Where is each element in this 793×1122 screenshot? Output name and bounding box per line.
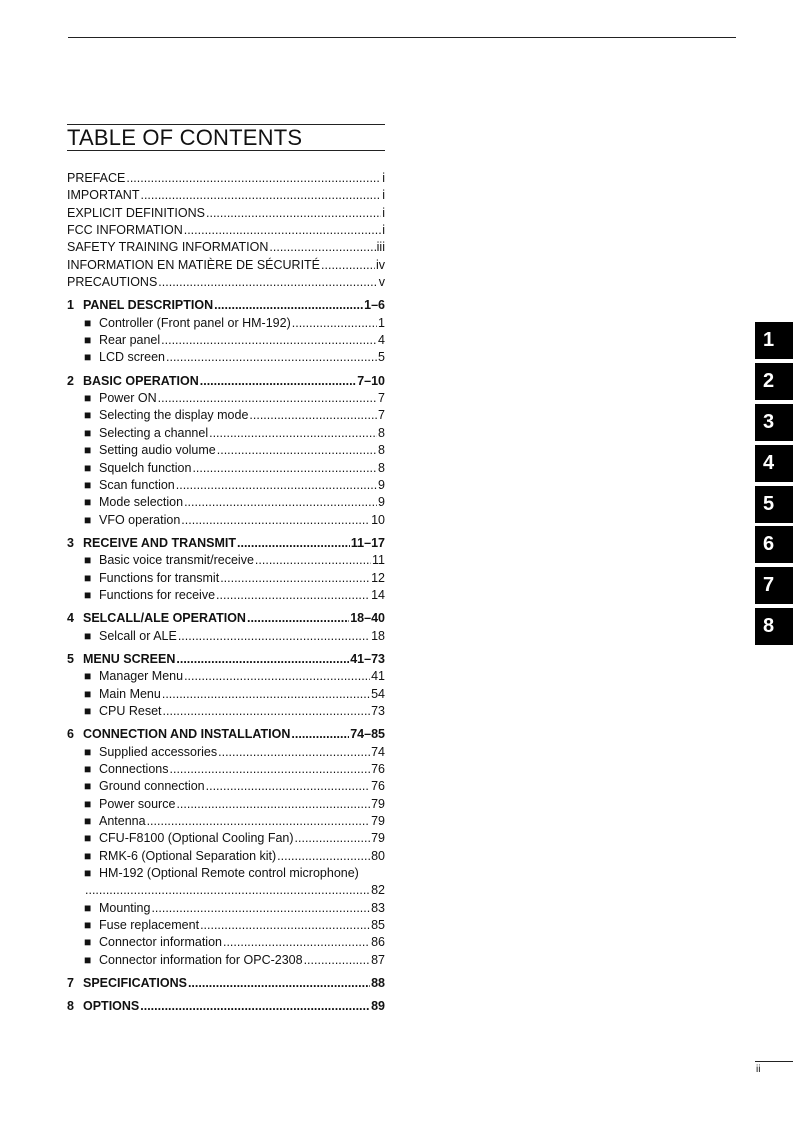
subentry-label: Connector information [99, 935, 222, 950]
subentry-page: 83 [371, 900, 385, 915]
subentry-page: 76 [371, 762, 385, 776]
subentry-label: Main Menu [99, 686, 161, 701]
subentry-page: 5 [378, 350, 385, 365]
subentry-page: 10 [371, 512, 385, 527]
leader-dots [209, 425, 377, 442]
square-bullet-icon: ■ [84, 315, 92, 330]
toc-subentry[interactable] [67, 407, 385, 424]
leader-dots [184, 668, 370, 685]
toc-entry[interactable] [67, 187, 385, 204]
toc-entry-page: i [382, 171, 385, 185]
section-title: SPECIFICATIONS [83, 976, 187, 991]
toc-section-8[interactable] [67, 998, 385, 1015]
square-bullet-icon: ■ [84, 495, 92, 510]
toc-section-2[interactable] [67, 373, 385, 390]
leader-dots [206, 205, 381, 222]
subentry-page: 82 [371, 883, 385, 898]
toc-subentry[interactable] [67, 628, 385, 645]
square-bullet-icon: ■ [84, 628, 92, 643]
square-bullet-icon: ■ [84, 570, 92, 585]
subentry-label: Basic voice transmit/receive [99, 553, 254, 568]
toc-subentry[interactable] [67, 570, 385, 587]
square-bullet-icon: ■ [84, 460, 92, 475]
subentry-page: 54 [371, 686, 385, 701]
subentry-page: 79 [371, 814, 385, 829]
subentry-page: 14 [371, 587, 385, 602]
subentry-label: Mode selection [99, 495, 184, 510]
subentry-page: 80 [371, 848, 385, 863]
square-bullet-icon: ■ [84, 796, 92, 811]
toc-subentry[interactable] [67, 848, 385, 865]
toc-title-box [67, 124, 385, 151]
toc-section-3[interactable] [67, 535, 385, 552]
subentry-label: Selcall or ALE [99, 628, 177, 643]
leader-dots [181, 512, 370, 529]
toc-subentry[interactable] [67, 830, 385, 847]
square-bullet-icon: ■ [84, 866, 92, 881]
section-title: CONNECTION AND INSTALLATION [83, 727, 291, 742]
subentry-page: 76 [371, 779, 385, 794]
toc-entry-label: SAFETY TRAINING INFORMATION [67, 240, 269, 255]
leader-dots [220, 570, 370, 587]
square-bullet-icon: ■ [84, 686, 92, 701]
leader-dots [237, 535, 350, 552]
toc-section-7[interactable] [67, 975, 385, 992]
toc-section-5[interactable] [67, 651, 385, 668]
section-number: 4 [67, 611, 74, 626]
leader-dots [218, 744, 370, 761]
section-page-range: 7–10 [357, 373, 385, 388]
toc-entry[interactable] [67, 257, 385, 274]
page-number: ii [756, 1064, 761, 1075]
section-page-range: 1–6 [364, 298, 385, 313]
subentry-label: VFO operation [99, 512, 181, 527]
section-number: 2 [67, 373, 74, 388]
subentry-label: CFU-F8100 (Optional Cooling Fan) [99, 831, 294, 846]
section-title: MENU SCREEN [83, 651, 176, 666]
toc-subentry[interactable] [67, 494, 385, 511]
toc-subentry[interactable] [67, 668, 385, 685]
section-number: 8 [67, 999, 74, 1014]
leader-dots [249, 407, 377, 424]
subentry-label: HM-192 (Optional Remote control microphone) [99, 866, 359, 881]
section-title: PANEL DESCRIPTION [83, 298, 214, 313]
toc-entry-label: EXPLICIT DEFINITIONS [67, 205, 205, 220]
leader-dots [166, 349, 377, 366]
section-title: SELCALL/ALE OPERATION [83, 611, 246, 626]
leader-dots [292, 315, 377, 332]
square-bullet-icon: ■ [84, 477, 92, 492]
subentry-label: RMK-6 (Optional Separation kit) [99, 848, 277, 863]
subentry-label: Functions for receive [99, 587, 216, 602]
subentry-label: Manager Menu [99, 669, 184, 684]
leader-dots [158, 274, 377, 291]
section-page-range: 88 [371, 976, 385, 991]
toc-subentry[interactable] [67, 512, 385, 529]
leader-dots [188, 975, 370, 992]
subentry-page: 73 [371, 703, 385, 718]
leader-dots [192, 460, 377, 477]
toc-subentry[interactable] [67, 952, 385, 969]
toc-subentry[interactable] [67, 460, 385, 477]
leader-dots [247, 610, 349, 627]
square-bullet-icon: ■ [84, 952, 92, 967]
subentry-label: Controller (Front panel or HM-192) [99, 315, 291, 330]
toc-entry-page: i [382, 205, 385, 220]
leader-dots [162, 686, 370, 703]
leader-dots [176, 796, 370, 813]
toc-subentry[interactable] [67, 552, 385, 569]
section-tab-8[interactable]: 8 [755, 608, 793, 645]
subentry-label: Selecting a channel [99, 425, 209, 440]
leader-dots [216, 587, 370, 604]
section-number: 3 [67, 535, 74, 550]
square-bullet-icon: ■ [84, 391, 92, 406]
leader-dots [184, 222, 381, 239]
leader-dots [147, 813, 371, 830]
leader-dots [161, 332, 377, 349]
toc-entry-page: v [378, 275, 385, 290]
toc-subentry[interactable] [67, 761, 385, 778]
section-tab-5[interactable]: 5 [755, 486, 793, 523]
square-bullet-icon: ■ [84, 587, 92, 602]
subentry-label: LCD screen [99, 350, 165, 365]
toc-subentry[interactable] [67, 865, 385, 882]
subentry-label: Ground connection [99, 779, 205, 794]
section-page-range: 18–40 [350, 611, 385, 626]
subentry-page: 18 [371, 628, 385, 643]
leader-dots [214, 297, 363, 314]
toc-subentry[interactable] [67, 332, 385, 349]
toc-subentry[interactable] [67, 477, 385, 494]
section-page-range: 41–73 [350, 651, 385, 666]
toc-entry[interactable] [67, 274, 385, 291]
subentry-label: CPU Reset [99, 703, 162, 718]
toc-subentry[interactable] [67, 934, 385, 951]
leader-dots [184, 494, 377, 511]
leader-dots [178, 628, 370, 645]
subentry-page: 4 [378, 333, 385, 348]
toc-entry-page: iii [376, 240, 385, 255]
toc-section-4[interactable] [67, 610, 385, 627]
footer-rule [755, 1061, 793, 1062]
square-bullet-icon: ■ [84, 918, 92, 933]
leader-dots [176, 651, 349, 668]
toc-subentry[interactable] [67, 315, 385, 332]
subentry-page: 9 [378, 477, 385, 492]
leader-dots [140, 187, 381, 204]
toc-entry-page: i [382, 223, 385, 238]
section-tabs [755, 322, 793, 649]
leader-dots [295, 830, 371, 847]
subentry-label: Power source [99, 796, 176, 811]
subentry-page: 9 [378, 495, 385, 510]
toc-entry[interactable] [67, 170, 385, 187]
square-bullet-icon: ■ [84, 333, 92, 348]
section-title: RECEIVE AND TRANSMIT [83, 535, 237, 550]
leader-dots [255, 552, 371, 569]
toc-subentry[interactable] [67, 587, 385, 604]
toc-entry[interactable] [67, 222, 385, 239]
square-bullet-icon: ■ [84, 425, 92, 440]
toc-entry[interactable] [67, 205, 385, 222]
section-tab-1[interactable]: 1 [755, 322, 793, 359]
toc-subentry[interactable] [67, 390, 385, 407]
subentry-label: Mounting [99, 900, 151, 915]
square-bullet-icon: ■ [84, 779, 92, 794]
subentry-label: Setting audio volume [99, 443, 216, 458]
toc-subentry[interactable] [67, 703, 385, 720]
leader-dots [170, 761, 371, 778]
square-bullet-icon: ■ [84, 669, 92, 684]
subentry-page: 74 [371, 744, 385, 759]
section-page-range: 89 [371, 999, 385, 1014]
toc-entry-label: INFORMATION EN MATIÈRE DE SÉCURITÉ [67, 257, 321, 272]
section-page-range: 11–17 [350, 535, 385, 550]
square-bullet-icon: ■ [84, 848, 92, 863]
leader-dots [200, 917, 370, 934]
square-bullet-icon: ■ [84, 553, 92, 568]
square-bullet-icon: ■ [84, 744, 92, 759]
square-bullet-icon: ■ [84, 350, 92, 365]
subentry-page: 79 [371, 831, 385, 846]
leader-dots [140, 998, 370, 1015]
subentry-label: Antenna [99, 814, 146, 829]
toc-subentry[interactable] [67, 349, 385, 366]
toc-entry-label: PREFACE [67, 171, 126, 185]
square-bullet-icon: ■ [84, 408, 92, 423]
subentry-label: Connector information for OPC-2308 [99, 952, 303, 967]
subentry-page: 7 [378, 408, 385, 423]
leader-dots [223, 934, 370, 951]
section-number: 7 [67, 976, 74, 991]
leader-dots [269, 239, 375, 256]
toc-subentry[interactable] [67, 900, 385, 917]
leader-dots [200, 373, 356, 390]
subentry-page: 87 [371, 952, 385, 967]
toc-subentry[interactable] [67, 917, 385, 934]
square-bullet-icon: ■ [84, 512, 92, 527]
subentry-page: 79 [371, 796, 385, 811]
toc-section-6[interactable] [67, 726, 385, 743]
leader-dots [206, 778, 370, 795]
section-number: 6 [67, 727, 74, 742]
leader-dots [151, 900, 370, 917]
subentry-label: Scan function [99, 477, 175, 492]
toc-subentry[interactable] [67, 813, 385, 830]
section-tab-6[interactable]: 6 [755, 526, 793, 563]
square-bullet-icon: ■ [84, 831, 92, 846]
leader-dots [277, 848, 370, 865]
toc-entry-page: i [382, 188, 385, 203]
toc-entry-label: PRECAUTIONS [67, 275, 158, 290]
square-bullet-icon: ■ [84, 935, 92, 950]
leader-dots [158, 390, 377, 407]
table-of-contents [67, 170, 385, 1016]
section-title: OPTIONS [83, 999, 140, 1014]
toc-entry-label: FCC INFORMATION [67, 223, 183, 238]
square-bullet-icon: ■ [84, 814, 92, 829]
square-bullet-icon: ■ [84, 443, 92, 458]
toc-subentry[interactable] [67, 744, 385, 761]
square-bullet-icon: ■ [84, 703, 92, 718]
section-tab-7[interactable]: 7 [755, 567, 793, 604]
toc-section-1[interactable] [67, 297, 385, 314]
subentry-page: 86 [371, 935, 385, 950]
leader-dots [321, 257, 375, 274]
subentry-page: 11 [372, 553, 385, 568]
section-number: 1 [67, 298, 74, 313]
subentry-label: Functions for transmit [99, 570, 220, 585]
leader-dots [217, 442, 377, 459]
toc-subentry[interactable] [67, 778, 385, 795]
subentry-page: 7 [378, 391, 385, 406]
section-title: BASIC OPERATION [83, 373, 199, 388]
toc-entry-label: IMPORTANT [67, 188, 140, 203]
section-number: 5 [67, 651, 74, 666]
subentry-label: Rear panel [99, 333, 161, 348]
subentry-label: Power ON [99, 391, 157, 406]
page-title: TABLE OF CONTENTS [67, 125, 303, 150]
toc-subentry[interactable] [67, 796, 385, 813]
subentry-page: 1 [378, 315, 385, 330]
subentry-page: 8 [378, 460, 385, 475]
subentry-page: 12 [371, 570, 385, 585]
toc-subentry[interactable] [67, 442, 385, 459]
leader-dots [291, 726, 349, 743]
subentry-page: 41 [371, 669, 385, 684]
subentry-label: Fuse replacement [99, 918, 200, 933]
leader-dots [126, 170, 381, 187]
subentry-page: 85 [371, 918, 385, 933]
square-bullet-icon: ■ [84, 762, 92, 776]
header-rule [68, 37, 736, 38]
toc-entry-page: iv [375, 257, 385, 272]
subentry-page: 8 [378, 443, 385, 458]
square-bullet-icon: ■ [84, 900, 92, 915]
subentry-label: Selecting the display mode [99, 408, 249, 423]
toc-entry[interactable] [67, 239, 385, 256]
subentry-label: Connections [99, 762, 169, 776]
leader-dots [304, 952, 371, 969]
section-tab-3[interactable]: 3 [755, 404, 793, 441]
section-tab-4[interactable]: 4 [755, 445, 793, 482]
leader-dots [176, 477, 377, 494]
leader-dots [85, 882, 370, 899]
subentry-label: Squelch function [99, 460, 192, 475]
leader-dots [163, 703, 371, 720]
toc-subentry[interactable] [67, 686, 385, 703]
subentry-label: Supplied accessories [99, 744, 218, 759]
section-tab-2[interactable]: 2 [755, 363, 793, 400]
subentry-page: 8 [378, 425, 385, 440]
section-page-range: 74–85 [350, 727, 385, 742]
toc-subentry[interactable] [67, 425, 385, 442]
toc-subentry-continuation [67, 882, 385, 899]
